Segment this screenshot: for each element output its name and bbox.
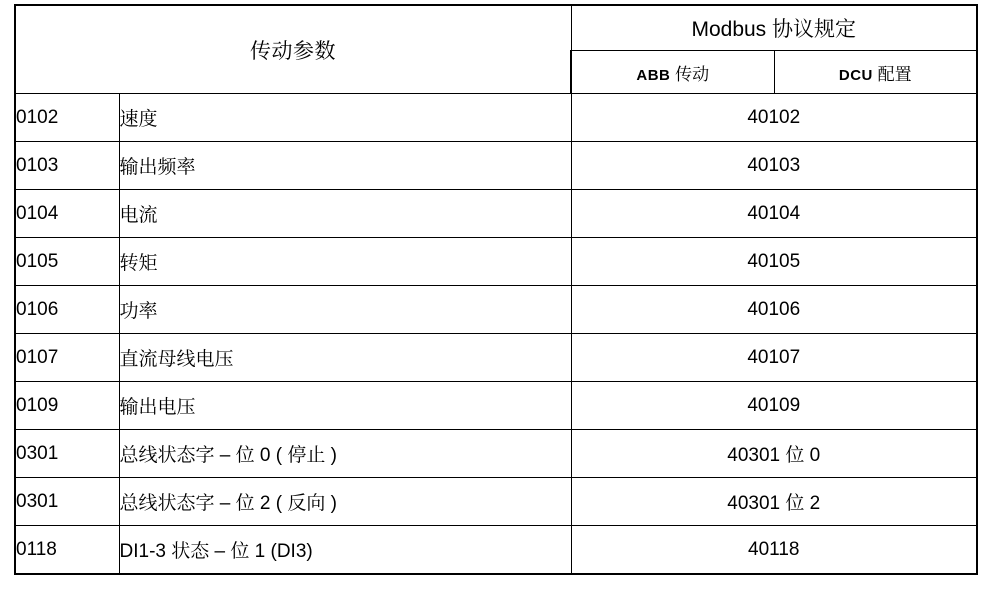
row-code: 0301 [15,478,119,526]
header-row-top [15,5,977,51]
row-value: 40103 [571,142,977,190]
header-param-group: 传动参数 [15,5,571,94]
table-row [15,94,977,142]
row-code: 0106 [15,286,119,334]
row-value: 40105 [571,238,977,286]
table-row [15,526,977,575]
row-name: 转矩 [119,238,571,286]
row-value: 40106 [571,286,977,334]
header-modbus-spec-rest: 协议规定 [766,18,857,41]
row-value: 40301 位 2 [571,478,977,526]
table-row [15,334,977,382]
table-header [15,5,977,94]
row-name: 输出电压 [119,382,571,430]
row-name: 电流 [119,190,571,238]
table-body [15,94,977,575]
table-row [15,382,977,430]
row-value: 40104 [571,190,977,238]
row-code: 0118 [15,526,119,575]
row-name: 功率 [119,286,571,334]
table-row [15,238,977,286]
row-name: 总线状态字 – 位 0 ( 停止 ) [119,430,571,478]
header-abb-drive-en: ABB [636,66,671,84]
row-code: 0103 [15,142,119,190]
row-value: 40109 [571,382,977,430]
row-code: 0301 [15,430,119,478]
row-code: 0107 [15,334,119,382]
row-code: 0102 [15,94,119,142]
drive-parameter-table [14,4,978,575]
row-name: 直流母线电压 [119,334,571,382]
header-dcu-config-cn: 配置 [872,64,912,84]
row-name: 速度 [119,94,571,142]
row-name: DI1-3 状态 – 位 1 (DI3) [119,526,571,575]
table-row [15,478,977,526]
row-name: 输出频率 [119,142,571,190]
row-code: 0109 [15,382,119,430]
header-modbus-spec [571,5,977,51]
table-row [15,430,977,478]
header-abb-drive-cn: 传动 [670,64,710,84]
table-row [15,286,977,334]
row-value: 40107 [571,334,977,382]
header-dcu-config [774,51,977,94]
table-row [15,142,977,190]
row-value: 40118 [571,526,977,575]
header-abb-drive [571,51,774,94]
row-value: 40102 [571,94,977,142]
row-code: 0105 [15,238,119,286]
header-modbus-spec-bold: Modbus [691,18,767,41]
table-row [15,190,977,238]
row-name: 总线状态字 – 位 2 ( 反向 ) [119,478,571,526]
row-code: 0104 [15,190,119,238]
header-dcu-config-en: DCU [838,66,873,84]
row-value: 40301 位 0 [571,430,977,478]
